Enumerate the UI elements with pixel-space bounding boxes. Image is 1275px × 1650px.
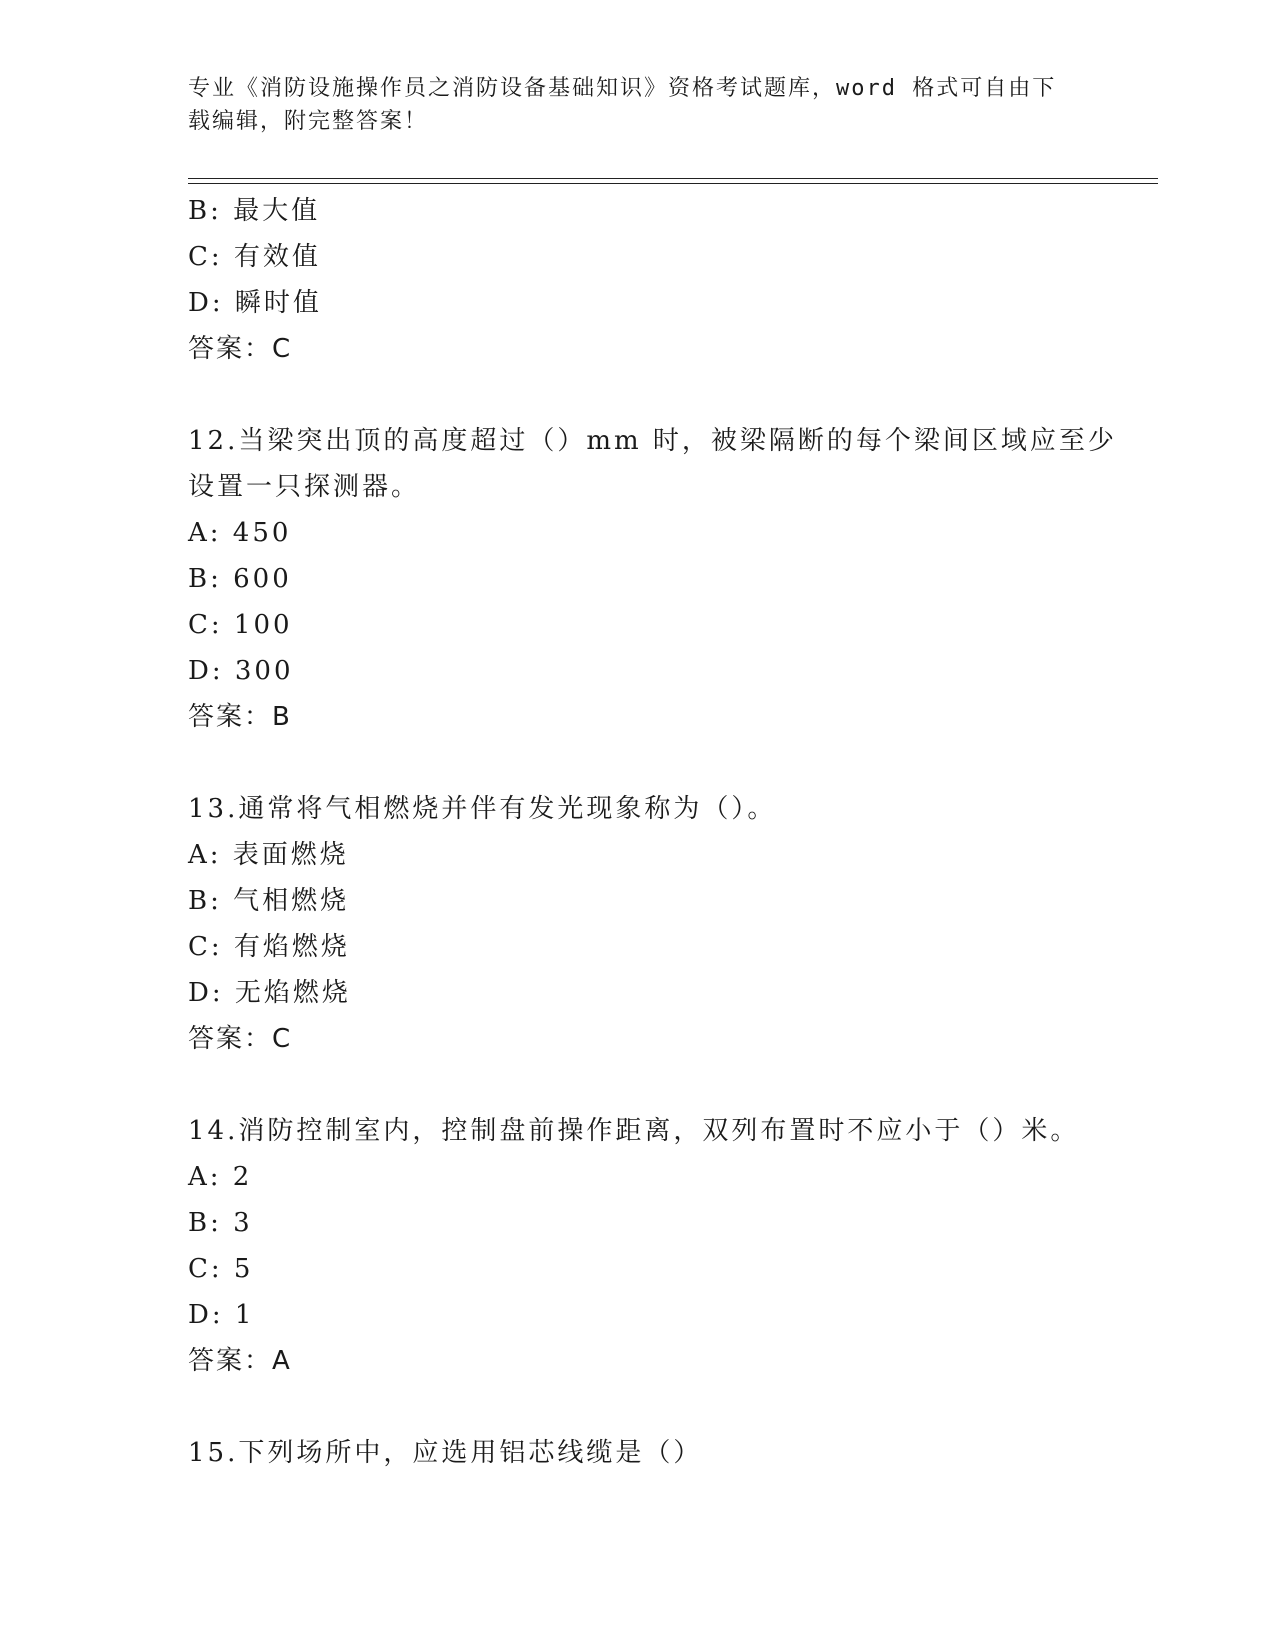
header-divider-bottom xyxy=(188,183,1158,184)
option-b: B: 最大值 xyxy=(188,196,321,226)
option-a: A: 450 xyxy=(188,518,292,548)
option-d: D: 300 xyxy=(188,656,294,686)
option-a: A: 2 xyxy=(188,1162,253,1192)
option-c: C: 5 xyxy=(188,1254,254,1284)
option-d: D: 无焰燃烧 xyxy=(188,978,351,1008)
option-d: D: 瞬时值 xyxy=(188,288,322,318)
document-header xyxy=(188,72,1068,138)
answer: 答案：B xyxy=(188,702,292,732)
spacer xyxy=(188,1062,1088,1108)
answer: 答案：A xyxy=(188,1346,292,1376)
question-block-15 xyxy=(188,1430,1088,1476)
answer: 答案：C xyxy=(188,334,293,364)
question-block-prev xyxy=(188,188,1088,372)
question-text: 13.通常将气相燃烧并伴有发光现象称为（）。 xyxy=(188,794,777,824)
question-block-12 xyxy=(188,418,1117,740)
question-list xyxy=(188,188,1117,1476)
header-line-2: 载编辑，附完整答案！ xyxy=(188,109,429,134)
option-a: A: 表面燃烧 xyxy=(188,840,349,870)
answer: 答案：C xyxy=(188,1024,293,1054)
question-text: 14.消防控制室内，控制盘前操作距离，双列布置时不应小于（）米。 xyxy=(188,1116,1080,1146)
question-text-line-1: 12.当梁突出顶的高度超过（）mm 时，被梁隔断的每个梁间区域应至少 xyxy=(188,426,1117,456)
question-block-14 xyxy=(188,1108,1088,1384)
option-b: B: 3 xyxy=(188,1208,253,1238)
option-b: B: 600 xyxy=(188,564,292,594)
option-c: C: 有效值 xyxy=(188,242,321,272)
question-text: 15.下列场所中，应选用铝芯线缆是（） xyxy=(188,1438,703,1468)
question-text-line-2: 设置一只探测器。 xyxy=(188,472,421,502)
option-c: C: 有焰燃烧 xyxy=(188,932,350,962)
option-b: B: 气相燃烧 xyxy=(188,886,350,916)
spacer xyxy=(188,740,1088,786)
option-d: D: 1 xyxy=(188,1300,255,1330)
spacer xyxy=(188,1384,1088,1430)
header-line-1: 专业《消防设施操作员之消防设备基础知识》资格考试题库，word 格式可自由下 xyxy=(188,76,1057,101)
spacer xyxy=(188,372,1088,418)
question-block-13 xyxy=(188,786,1088,1062)
option-c: C: 100 xyxy=(188,610,293,640)
header-divider-top xyxy=(188,178,1158,179)
